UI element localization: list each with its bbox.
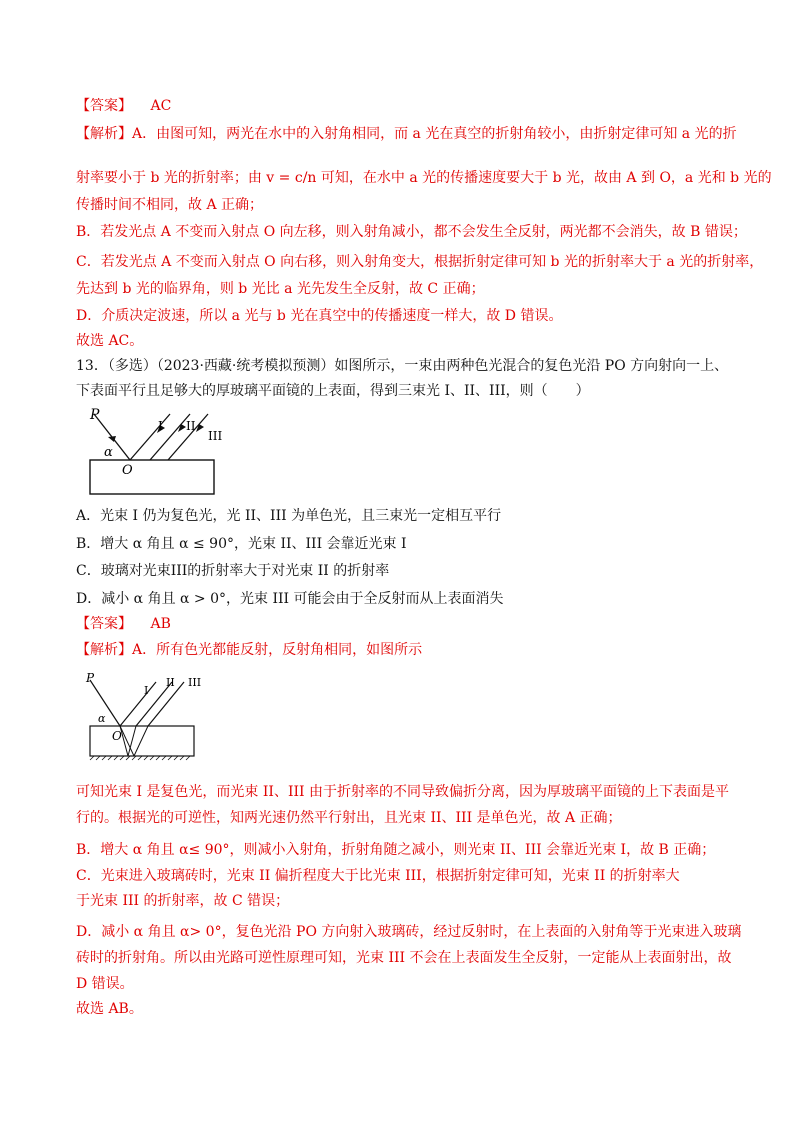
analysis-figure: [84, 668, 216, 766]
option-a: A．光束 I 仍为复色光，光 II、III 为单色光，且三束光一定相互平行: [76, 508, 502, 524]
glass-slab-2: [90, 726, 194, 756]
option-d: D．减小 α 角且 α > 0°，光束 III 可能会由于全反射而从上表面消失: [76, 591, 504, 607]
ray-II-arrow: [178, 424, 186, 432]
prev-answer-line: [76, 96, 171, 116]
option-c: C．玻璃对光束III的折射率大于对光束 II 的折射率: [76, 563, 390, 579]
label-III: III: [208, 429, 223, 443]
analysis-line-9: D 错误。: [76, 976, 134, 992]
question-stem-line-2: 下表面平行且足够大的厚玻璃平面镜的上表面，得到三束光 I、II、III，则（ ）: [76, 383, 590, 399]
prev-analysis-label: 【解析】: [76, 126, 132, 142]
glass-slab: [90, 460, 214, 494]
label-I-2: I: [144, 684, 149, 697]
label-O: O: [122, 463, 133, 478]
analysis-line-3: 行的。根据光的可逆性，知两光速仍然平行射出，且光束 II、III 是单色光，故 A 正确；: [76, 810, 622, 826]
prev-answer-value: AC: [150, 98, 172, 114]
option-b: B．增大 α 角且 α ≤ 90°，光束 II、III 会靠近光束 I: [76, 536, 407, 552]
analysis-line-6: 于光束 III 的折射率，故 C 错误；: [76, 893, 290, 909]
ray-II: [150, 414, 190, 460]
analysis-first-text: A．所有色光都能反射，反射角相同，如图所示: [132, 642, 423, 658]
prev-analysis-line-1: [76, 124, 737, 144]
analysis-label: 【解析】: [76, 642, 132, 658]
label-II: II: [186, 419, 196, 433]
label-I: I: [158, 419, 163, 433]
label-P: P: [90, 407, 100, 423]
label-II-2: II: [166, 676, 175, 689]
analysis-line-7: D．减小 α 角且 α> 0°，复色光沿 PO 方向射入玻璃砖，经过反射时，在上表面的入射角等于光束进入玻璃: [76, 924, 742, 940]
label-alpha-2: α: [98, 712, 106, 725]
label-III-2: III: [188, 676, 202, 689]
analysis-line-2: 可知光束 I 是复色光，而光束 II、III 由于折射率的不同导致偏折分离，因为厚玻璃平面镜的上下表面是平: [76, 784, 729, 800]
prev-analysis-line-5: C．若发光点 A 不变而入射点 O 向右移，则入射角变大，根据折射定律可知 b 光的折射率大于 a 光的折射率，: [76, 254, 764, 270]
prev-analysis-line-4: B．若发光点 A 不变而入射点 O 向左移，则入射角减小，都不会发生全反射，两光都不会消失，故 B 错误；: [76, 224, 747, 240]
prev-analysis-line-6: 先达到 b 光的临界角，则 b 光比 a 光先发生全反射，故 C 正确；: [76, 281, 485, 297]
prev-analysis-line-7: D．介质决定波速，所以 a 光与 b 光在真空中的传播速度一样大，故 D 错误。: [76, 308, 563, 324]
label-P-2: P: [86, 671, 95, 685]
prev-analysis-line-3: 传播时间不相同，故 A 正确；: [76, 197, 264, 213]
ray-I: [130, 414, 170, 460]
analysis-line-5: C．光束进入玻璃砖时，光束 II 偏折程度大于比光束 III，根据折射定律可知，光束 II 的折射率大: [76, 868, 680, 884]
question-figure: [86, 404, 246, 498]
question-stem-line-1: 13．（多选）（2023·西藏·统考模拟预测）如图所示，一束由两种色光混合的复色光沿 PO 方向射向一上、: [76, 358, 729, 374]
analysis-line-1: [76, 640, 422, 660]
answer-value: AB: [150, 616, 171, 632]
ray-I-2: [120, 682, 156, 726]
prev-analysis-line-2: 射率要小于 b 光的折射率；由 v = c/n 可知，在水中 a 光的传播速度要大于 b 光，故由 A 到 O，a 光和 b 光的: [76, 170, 772, 186]
analysis-line-10: 故选 AB。: [76, 1001, 143, 1017]
answer-line: [76, 614, 171, 634]
label-O-2: O: [112, 729, 122, 743]
analysis-line-4: B．增大 α 角且 α≤ 90°，则减小入射角，折射角随之减小，则光束 II、III 会靠近光束 I，故 B 正确；: [76, 842, 716, 858]
prev-analysis-line-8: 故选 AC。: [76, 333, 144, 349]
prev-answer-label: 【答案】: [76, 98, 132, 114]
ray-III-arrow: [196, 424, 204, 432]
label-alpha: α: [104, 445, 113, 460]
prev-analysis-text: A．由图可知，两光在水中的入射角相同，而 a 光在真空的折射角较小，由折射定律可知 a 光的折: [132, 126, 737, 142]
analysis-line-8: 砖时的折射角。所以由光路可逆性原理可知，光束 III 不会在上表面发生全反射，一定能从上表面射出，故: [76, 950, 732, 966]
answer-label: 【答案】: [76, 616, 132, 632]
